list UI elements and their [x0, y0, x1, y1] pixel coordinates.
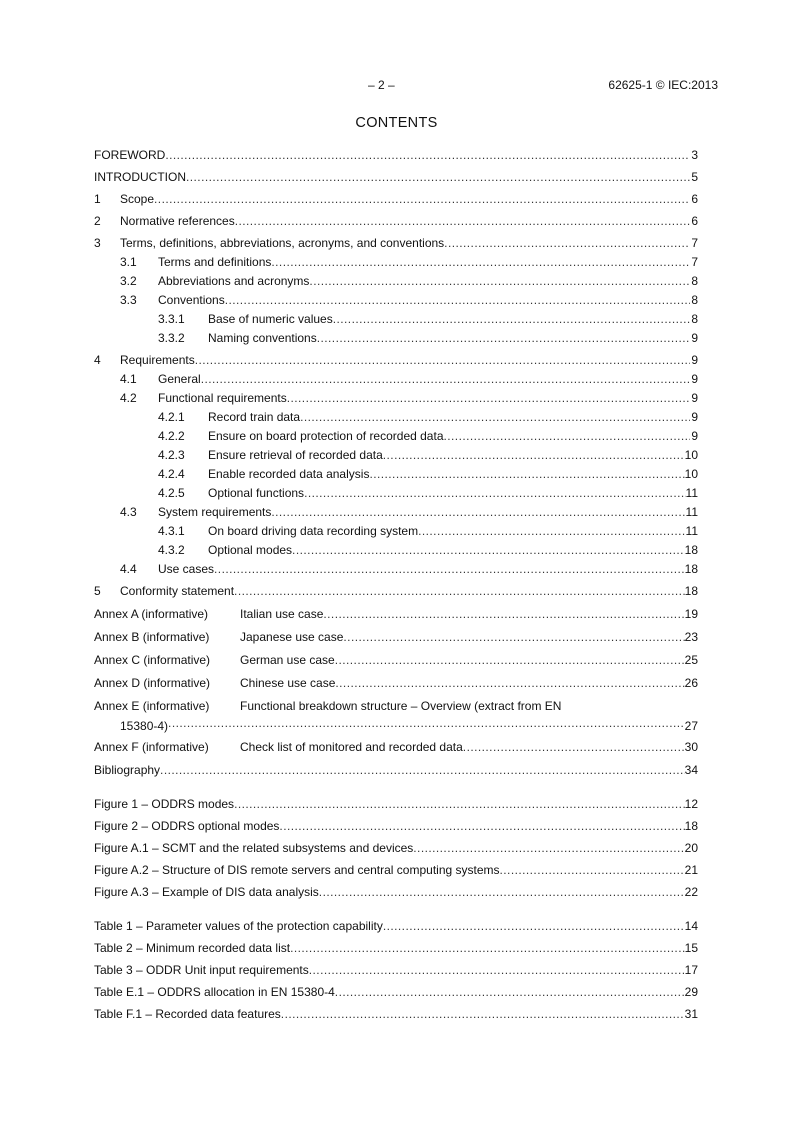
page-ref: 7 — [691, 236, 698, 250]
page-ref: 9 — [691, 331, 698, 345]
toc-entry[interactable] — [94, 190, 698, 209]
table-entry[interactable] — [94, 917, 698, 936]
annex-title: Italian use case — [240, 607, 324, 621]
toc-number: 4.3.1 — [158, 524, 185, 538]
page-ref: 14 — [684, 919, 698, 933]
toc-number: 2 — [94, 214, 101, 228]
annex-title-line1: Functional breakdown structure – Overview (extract from EN — [240, 699, 562, 713]
toc-entry[interactable] — [94, 212, 698, 231]
toc-title: Terms and definitions — [158, 255, 272, 269]
toc-entry[interactable] — [94, 253, 698, 272]
dot-leader — [304, 484, 685, 503]
table-of-contents — [94, 146, 698, 1024]
dot-leader — [168, 715, 685, 734]
toc-title: Normative references — [120, 214, 235, 228]
toc-number: 4.2.5 — [158, 486, 185, 500]
toc-number: 3.3.2 — [158, 331, 185, 345]
table-entry[interactable] — [94, 939, 698, 958]
toc-title: Scope — [120, 192, 155, 206]
dot-leader — [271, 503, 685, 522]
toc-title: Table F.1 – Recorded data features — [94, 1007, 281, 1021]
dot-leader — [214, 560, 685, 579]
page-ref: 18 — [684, 562, 698, 576]
toc-entry[interactable] — [94, 291, 698, 310]
toc-entry[interactable] — [94, 351, 698, 370]
dot-leader — [413, 839, 684, 858]
page-ref: 11 — [685, 524, 698, 538]
annex-label: Annex D (informative) — [94, 676, 211, 690]
toc-sections — [94, 146, 698, 601]
toc-entry-bibliography[interactable] — [94, 761, 698, 780]
toc-entry[interactable] — [94, 582, 698, 601]
toc-number: 4.2.1 — [158, 410, 185, 424]
annex-label: Annex E (informative) — [94, 699, 210, 713]
dot-leader — [290, 939, 685, 958]
table-entry[interactable] — [94, 1005, 698, 1024]
toc-number: 3 — [94, 236, 101, 250]
page-ref: 6 — [691, 192, 698, 206]
toc-title: Conventions — [158, 293, 225, 307]
dot-leader — [165, 146, 690, 165]
toc-title: Terms, definitions, abbreviations, acronyms, and conventions — [120, 236, 445, 250]
page-ref: 11 — [685, 505, 698, 519]
page-ref: 18 — [684, 819, 698, 833]
toc-title: Functional requirements — [158, 391, 287, 405]
page-ref: 25 — [684, 653, 698, 667]
toc-number: 4.2 — [120, 391, 137, 405]
page-ref: 9 — [691, 372, 698, 386]
toc-number: 4.2.2 — [158, 429, 185, 443]
toc-entry[interactable] — [94, 560, 698, 579]
annex-label: Annex A (informative) — [94, 607, 209, 621]
page-ref: 18 — [684, 584, 698, 598]
dot-leader — [333, 310, 690, 329]
toc-entry-annex[interactable] — [94, 674, 698, 693]
toc-title: Table E.1 – ODDRS allocation in EN 15380-4 — [94, 985, 335, 999]
toc-title: Table 3 – ODDR Unit input requirements — [94, 963, 309, 977]
dot-leader — [201, 370, 690, 389]
toc-title: Figure 1 – ODDRS modes — [94, 797, 235, 811]
dot-leader — [383, 917, 685, 936]
dot-leader — [234, 582, 685, 601]
page-ref: 9 — [691, 391, 698, 405]
toc-entry[interactable] — [94, 370, 698, 389]
toc-number: 3.2 — [120, 274, 137, 288]
page-ref: 10 — [684, 448, 698, 462]
toc-title: Base of numeric values — [208, 312, 333, 326]
figure-entry[interactable] — [94, 883, 698, 902]
dot-leader — [343, 628, 684, 647]
page-number: – 2 – — [368, 78, 395, 92]
page-ref: 27 — [684, 719, 698, 733]
dot-leader — [444, 427, 691, 446]
dot-leader — [444, 234, 690, 253]
toc-title: Optional modes — [208, 543, 293, 557]
toc-number: 4.3.2 — [158, 543, 185, 557]
page-ref: 34 — [684, 763, 698, 777]
contents-heading: CONTENTS — [355, 115, 438, 131]
toc-title: Bibliography — [94, 763, 161, 777]
page-ref: 7 — [691, 255, 698, 269]
toc-title: Enable recorded data analysis — [208, 467, 370, 481]
page-ref: 17 — [684, 963, 698, 977]
annex-label: Annex B (informative) — [94, 630, 210, 644]
dot-leader — [309, 272, 690, 291]
page-ref: 23 — [684, 630, 698, 644]
toc-number: 4.4 — [120, 562, 137, 576]
list-of-tables — [94, 917, 698, 1024]
toc-entry[interactable] — [94, 484, 698, 503]
page-ref: 31 — [684, 1007, 698, 1021]
page-ref: 11 — [685, 486, 698, 500]
toc-entry[interactable] — [94, 408, 698, 427]
dot-leader — [281, 1005, 685, 1024]
dot-leader — [500, 861, 685, 880]
toc-entry[interactable] — [94, 168, 698, 187]
annex-title: Japanese use case — [240, 630, 344, 644]
toc-entry[interactable] — [94, 329, 698, 348]
toc-number: 4.3 — [120, 505, 137, 519]
toc-entry[interactable] — [94, 427, 698, 446]
document-reference: 62625-1 © IEC:2013 — [608, 78, 718, 92]
toc-number: 3.3 — [120, 293, 137, 307]
dot-leader — [335, 674, 684, 693]
page-ref: 20 — [684, 841, 698, 855]
toc-title: Figure A.1 – SCMT and the related subsystems and devices — [94, 841, 414, 855]
toc-number: 3.3.1 — [158, 312, 185, 326]
dot-leader — [279, 817, 684, 836]
figure-entry[interactable] — [94, 861, 698, 880]
toc-number: 3.1 — [120, 255, 137, 269]
toc-title: Figure A.3 – Example of DIS data analysis — [94, 885, 319, 899]
dot-leader — [292, 541, 685, 560]
page-ref: 5 — [691, 170, 698, 184]
figure-entry[interactable] — [94, 817, 698, 836]
toc-annexes — [94, 605, 698, 693]
page-ref: 30 — [684, 740, 698, 754]
toc-entry-annex[interactable] — [94, 605, 698, 624]
toc-entry[interactable] — [94, 234, 698, 253]
page-ref: 29 — [684, 985, 698, 999]
dot-leader — [225, 291, 690, 310]
toc-entry[interactable] — [94, 503, 698, 522]
toc-entry-annex[interactable] — [94, 738, 698, 757]
toc-number: 4 — [94, 353, 101, 367]
page-ref: 19 — [684, 607, 698, 621]
toc-title: Record train data — [208, 410, 301, 424]
dot-leader — [418, 522, 685, 541]
toc-title: Optional functions — [208, 486, 305, 500]
page-ref: 9 — [691, 410, 698, 424]
toc-number: 5 — [94, 584, 101, 598]
toc-annexes-after — [94, 738, 698, 757]
toc-title: FOREWORD — [94, 148, 166, 162]
toc-entry[interactable] — [94, 446, 698, 465]
page-ref: 3 — [691, 148, 698, 162]
page-ref: 8 — [691, 293, 698, 307]
dot-leader — [300, 408, 690, 427]
toc-entry[interactable] — [94, 522, 698, 541]
annex-label: Annex F (informative) — [94, 740, 209, 754]
annex-title: Chinese use case — [240, 676, 336, 690]
toc-title: System requirements — [158, 505, 272, 519]
toc-entry-annex[interactable] — [94, 628, 698, 647]
page-ref: 15 — [684, 941, 698, 955]
toc-entry-annex[interactable] — [94, 651, 698, 670]
page-ref: 9 — [691, 353, 698, 367]
dot-leader — [309, 961, 685, 980]
page-ref: 22 — [684, 885, 698, 899]
toc-title: Naming conventions — [208, 331, 317, 345]
page-ref: 21 — [684, 863, 698, 877]
page-ref: 8 — [691, 312, 698, 326]
toc-title: Use cases — [158, 562, 215, 576]
toc-title: Table 2 – Minimum recorded data list — [94, 941, 291, 955]
toc-entry[interactable] — [94, 389, 698, 408]
dot-leader — [335, 983, 685, 1002]
dot-leader — [235, 212, 690, 231]
toc-title: Requirements — [120, 353, 195, 367]
dot-leader — [186, 168, 690, 187]
toc-title: Conformity statement — [120, 584, 235, 598]
toc-number: 1 — [94, 192, 101, 206]
list-of-figures — [94, 795, 698, 902]
toc-entry[interactable] — [94, 146, 698, 165]
dot-leader — [234, 795, 685, 814]
dot-leader — [271, 253, 690, 272]
page-ref: 8 — [691, 274, 698, 288]
figure-entry[interactable] — [94, 795, 698, 814]
dot-leader — [369, 465, 684, 484]
page-ref: 18 — [684, 543, 698, 557]
table-entry[interactable] — [94, 961, 698, 980]
toc-title: General — [158, 372, 201, 386]
annex-label: Annex C (informative) — [94, 653, 211, 667]
table-entry[interactable] — [94, 983, 698, 1002]
page-ref: 12 — [684, 797, 698, 811]
dot-leader — [335, 651, 685, 670]
dot-leader — [287, 389, 690, 408]
page-ref: 26 — [684, 676, 698, 690]
annex-title-line2: 15380-4) — [120, 719, 169, 733]
dot-leader — [160, 761, 685, 780]
toc-entry[interactable] — [94, 465, 698, 484]
annex-title: Check list of monitored and recorded data — [240, 740, 463, 754]
toc-title: Figure A.2 – Structure of DIS remote servers and central computing systems — [94, 863, 500, 877]
toc-entry-annex-e[interactable] — [94, 698, 698, 734]
dot-leader — [383, 446, 685, 465]
page-ref: 10 — [684, 467, 698, 481]
dot-leader — [195, 351, 690, 370]
toc-title: On board driving data recording system — [208, 524, 419, 538]
toc-title: INTRODUCTION — [94, 170, 186, 184]
dot-leader — [317, 329, 690, 348]
dot-leader — [319, 883, 685, 902]
toc-number: 4.2.4 — [158, 467, 185, 481]
toc-number: 4.2.3 — [158, 448, 185, 462]
toc-title: Table 1 – Parameter values of the protection capability — [94, 919, 383, 933]
toc-entry[interactable] — [94, 272, 698, 291]
toc-entry[interactable] — [94, 541, 698, 560]
dot-leader — [463, 738, 685, 757]
toc-entry[interactable] — [94, 310, 698, 329]
toc-title: Abbreviations and acronyms — [158, 274, 310, 288]
page-ref: 9 — [691, 429, 698, 443]
toc-number: 4.1 — [120, 372, 137, 386]
page-ref: 6 — [691, 214, 698, 228]
toc-title: Ensure on board protection of recorded data — [208, 429, 444, 443]
dot-leader — [154, 190, 690, 209]
annex-title: German use case — [240, 653, 335, 667]
dot-leader — [323, 605, 684, 624]
toc-title: Figure 2 – ODDRS optional modes — [94, 819, 280, 833]
figure-entry[interactable] — [94, 839, 698, 858]
toc-title: Ensure retrieval of recorded data — [208, 448, 383, 462]
